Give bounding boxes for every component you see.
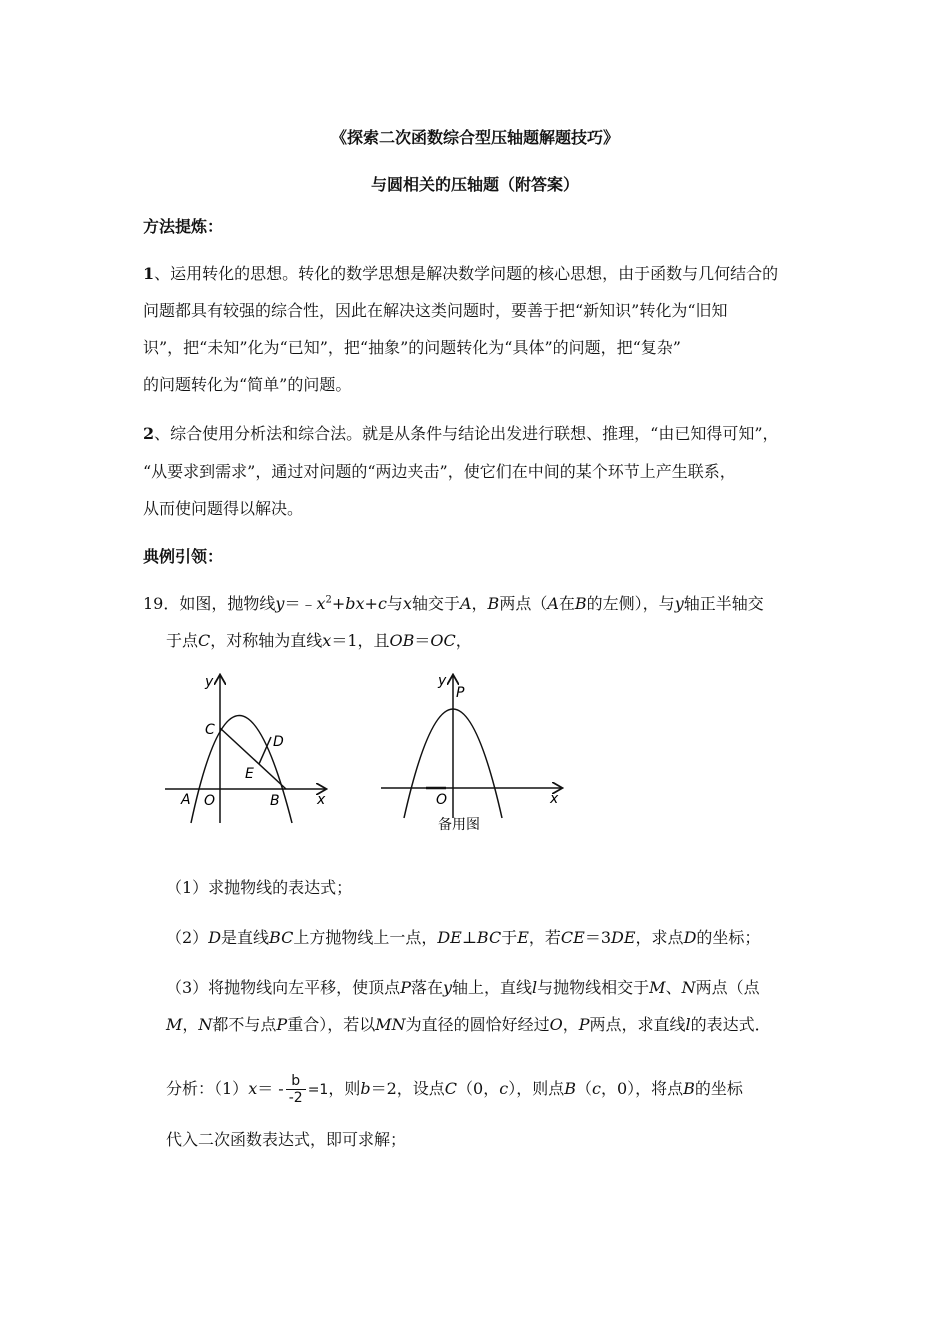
analysis-line1: 分析：（1）x＝ - $\frac{b}{-2}$ =1，则b＝2，设点C（0，c），则点B（c，0），将点B的坐标 xyxy=(166,1073,743,1106)
figure-1 xyxy=(160,668,340,828)
method1-line3: 识”，把“未知”化为“已知”，把“抽象”的问题转化为“具体”的问题，把“复杂” xyxy=(143,338,681,357)
label-o: O xyxy=(436,792,448,808)
problem-line2: 于点C，对称轴为直线x＝1，且OB＝OC， xyxy=(166,631,472,650)
label-b: B xyxy=(270,793,280,809)
label-x: x xyxy=(550,791,559,807)
document-subtitle: 与圆相关的压轴题（附答案） xyxy=(370,175,579,194)
method2-line3: 从而使问题得以解决。 xyxy=(143,499,304,518)
label-p: P xyxy=(456,685,465,701)
method1-line4: 的问题转化为“简单”的问题。 xyxy=(143,375,352,394)
method-heading: 方法提炼： xyxy=(143,217,224,236)
method2-line2: “从要求到需求”，通过对问题的“两边夹击”，使它们在中间的某个环节上产生联系， xyxy=(143,462,736,481)
fraction: $\frac{b}{-2}$ xyxy=(286,1073,306,1106)
label-y: y xyxy=(205,674,214,690)
label-o: O xyxy=(204,793,216,809)
figure-2 xyxy=(376,668,576,840)
method1-line1: 1、运用转化的思想。转化的数学思想是解决数学问题的核心思想，由于函数与几何结合的 xyxy=(143,264,779,283)
figure-caption: 备用图 xyxy=(438,817,480,833)
question-1: （1）求抛物线的表达式； xyxy=(166,878,353,897)
document-title: 《探索二次函数综合型压轴题解题技巧》 xyxy=(330,128,619,147)
question-3-line1: （3）将抛物线向左平移，使顶点P落在y轴上，直线l与抛物线相交于M、N两点（点 xyxy=(166,978,760,997)
label-e: E xyxy=(245,766,254,782)
question-3-line2: M，N都不与点P重合），若以MN为直径的圆恰好经过O，P两点，求直线l的表达式． xyxy=(166,1015,771,1034)
label-d: D xyxy=(273,734,284,750)
method2-line1: 2、综合使用分析法和综合法。就是从条件与结论出发进行联想、推理，“由已知得可知”， xyxy=(143,424,779,443)
label-c: C xyxy=(205,722,215,738)
problem-line1: 19．如图，抛物线$y=﹣x^2+bx+c$与x轴交于A，B两点（A在B的左侧），与y轴正半轴交 xyxy=(143,594,764,613)
label-a: A xyxy=(181,792,191,808)
label-y: y xyxy=(438,673,447,689)
method1-line2: 问题都具有较强的综合性，因此在解决这类问题时，要善于把“新知识”转化为“旧知 xyxy=(143,301,728,320)
label-x: x xyxy=(317,792,326,808)
example-heading: 典例引领： xyxy=(143,547,224,566)
question-2: （2）D是直线BC上方抛物线上一点，DE⊥BC于E，若CE＝3DE，求点D的坐标； xyxy=(166,928,761,947)
analysis-line2: 代入二次函数表达式，即可求解； xyxy=(166,1130,407,1149)
